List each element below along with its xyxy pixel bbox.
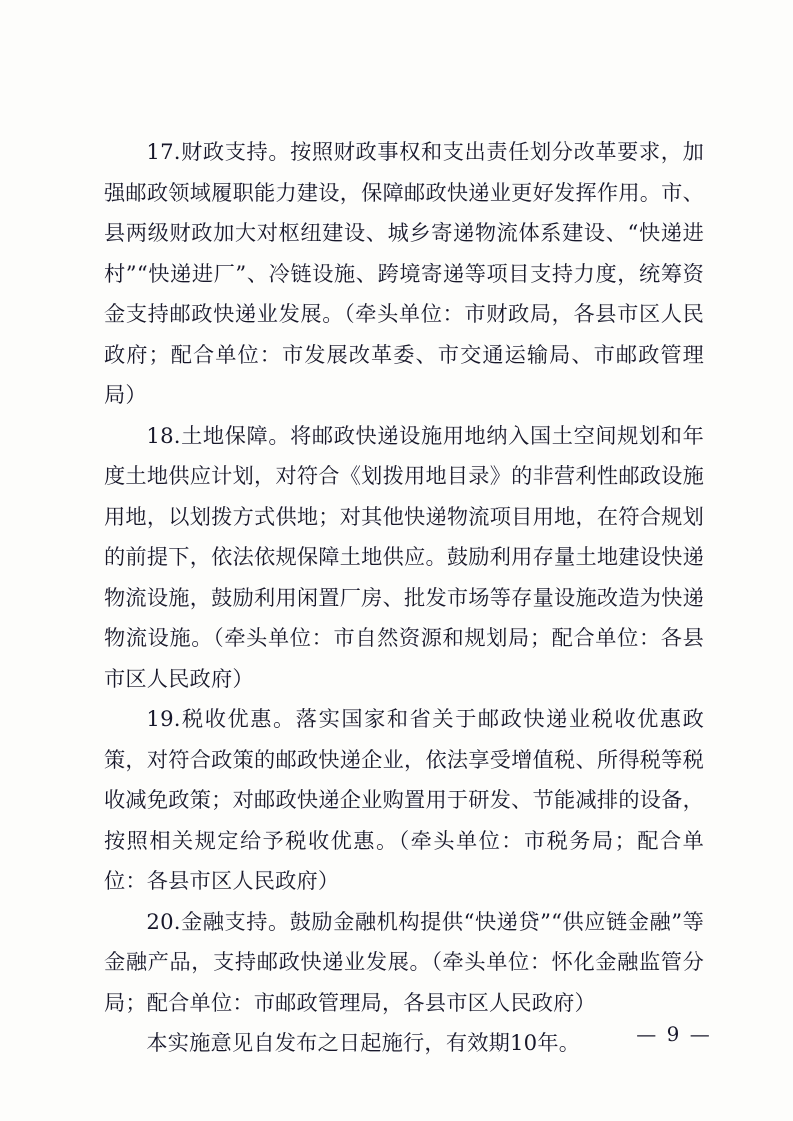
page-number-label: — 9 —	[636, 1022, 712, 1046]
paragraph-18: 18.土地保障。将邮政快递设施用地纳入国土空间规划和年度土地供应计划，对符合《划拨用地目录》的非营利性邮政设施用地，以划拨方式供地；对其他快递物流项目用地，在符合规划的前提下，依法依规保障土地供应。鼓励利用存量土地建设快递物流设施，鼓励利用闲置厂房、批发市场等存量设施改造为快递物流设施。（牵头单位：市自然资源和规划局；配合单位：各县市区人民政府）	[104, 422, 704, 691]
paragraph-19: 19.税收优惠。落实国家和省关于邮政快递业税收优惠政策，对符合政策的邮政快递企业，依法享受增值税、所得税等税收减免政策；对邮政快递企业购置用于研发、节能减排的设备，按照相关规定给予税收优惠。（牵头单位：市税务局；配合单位：各县市区人民政府）	[104, 706, 704, 893]
paragraph-20: 20.金融支持。鼓励金融机构提供“快递贷”“供应链金融”等金融产品，支持邮政快递业发展。（牵头单位：怀化金融监管分局；配合单位：市邮政管理局，各县市区人民政府）	[104, 908, 704, 1015]
paragraph-closing: 本实施意见自发布之日起施行，有效期10年。	[146, 1030, 581, 1055]
paragraph-17: 17.财政支持。按照财政事权和支出责任划分改革要求，加强邮政领域履职能力建设，保障邮政快递业更好发挥作用。市、县两级财政加大对枢纽建设、城乡寄递物流体系建设、“快递进村”“快递进厂”、冷链设施、跨境寄递等项目支持力度，统筹资金支持邮政快递业发展。（牵头单位：市财政局，各县市区人民政府；配合单位：市发展改革委、市交通运输局、市邮政管理局）	[104, 139, 704, 407]
document-body	[104, 132, 704, 1064]
page-number	[0, 1022, 793, 1046]
